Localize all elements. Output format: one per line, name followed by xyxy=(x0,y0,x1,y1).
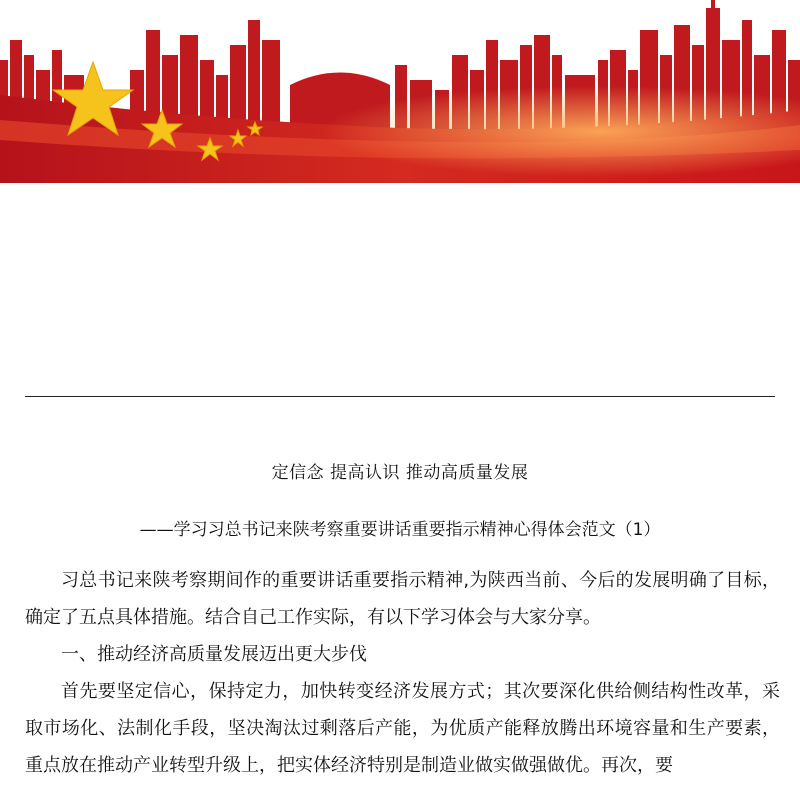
document-title: 定信念 提高认识 推动高质量发展 xyxy=(271,463,529,483)
horizontal-divider xyxy=(25,396,775,397)
paragraph: 首先要坚定信心，保持定力，加快转变经济发展方式；其次要深化供给侧结构性改革，采取市场化、法制化手段，坚决淘汰过剩落后产能，为优质产能释放腾出环境容量和生产要素，重点放在推动产业转型升级上，把实体经济特别是制造业做实做强做优。再次，要 xyxy=(25,681,780,776)
document-subtitle: ——学习习总书记来陕考察重要讲话重要指示精神心得体会范文（1） xyxy=(139,520,661,540)
document-body xyxy=(25,562,780,784)
paragraph: 习总书记来陕考察期间作的重要讲话重要指示精神,为陕西当前、今后的发展明确了目标，确定了五点具体措施。结合自己工作实际，有以下学习体会与大家分享。 xyxy=(25,570,780,628)
section-heading: 一、推动经济高质量发展迈出更大步伐 xyxy=(61,644,367,665)
header-banner xyxy=(0,0,800,190)
